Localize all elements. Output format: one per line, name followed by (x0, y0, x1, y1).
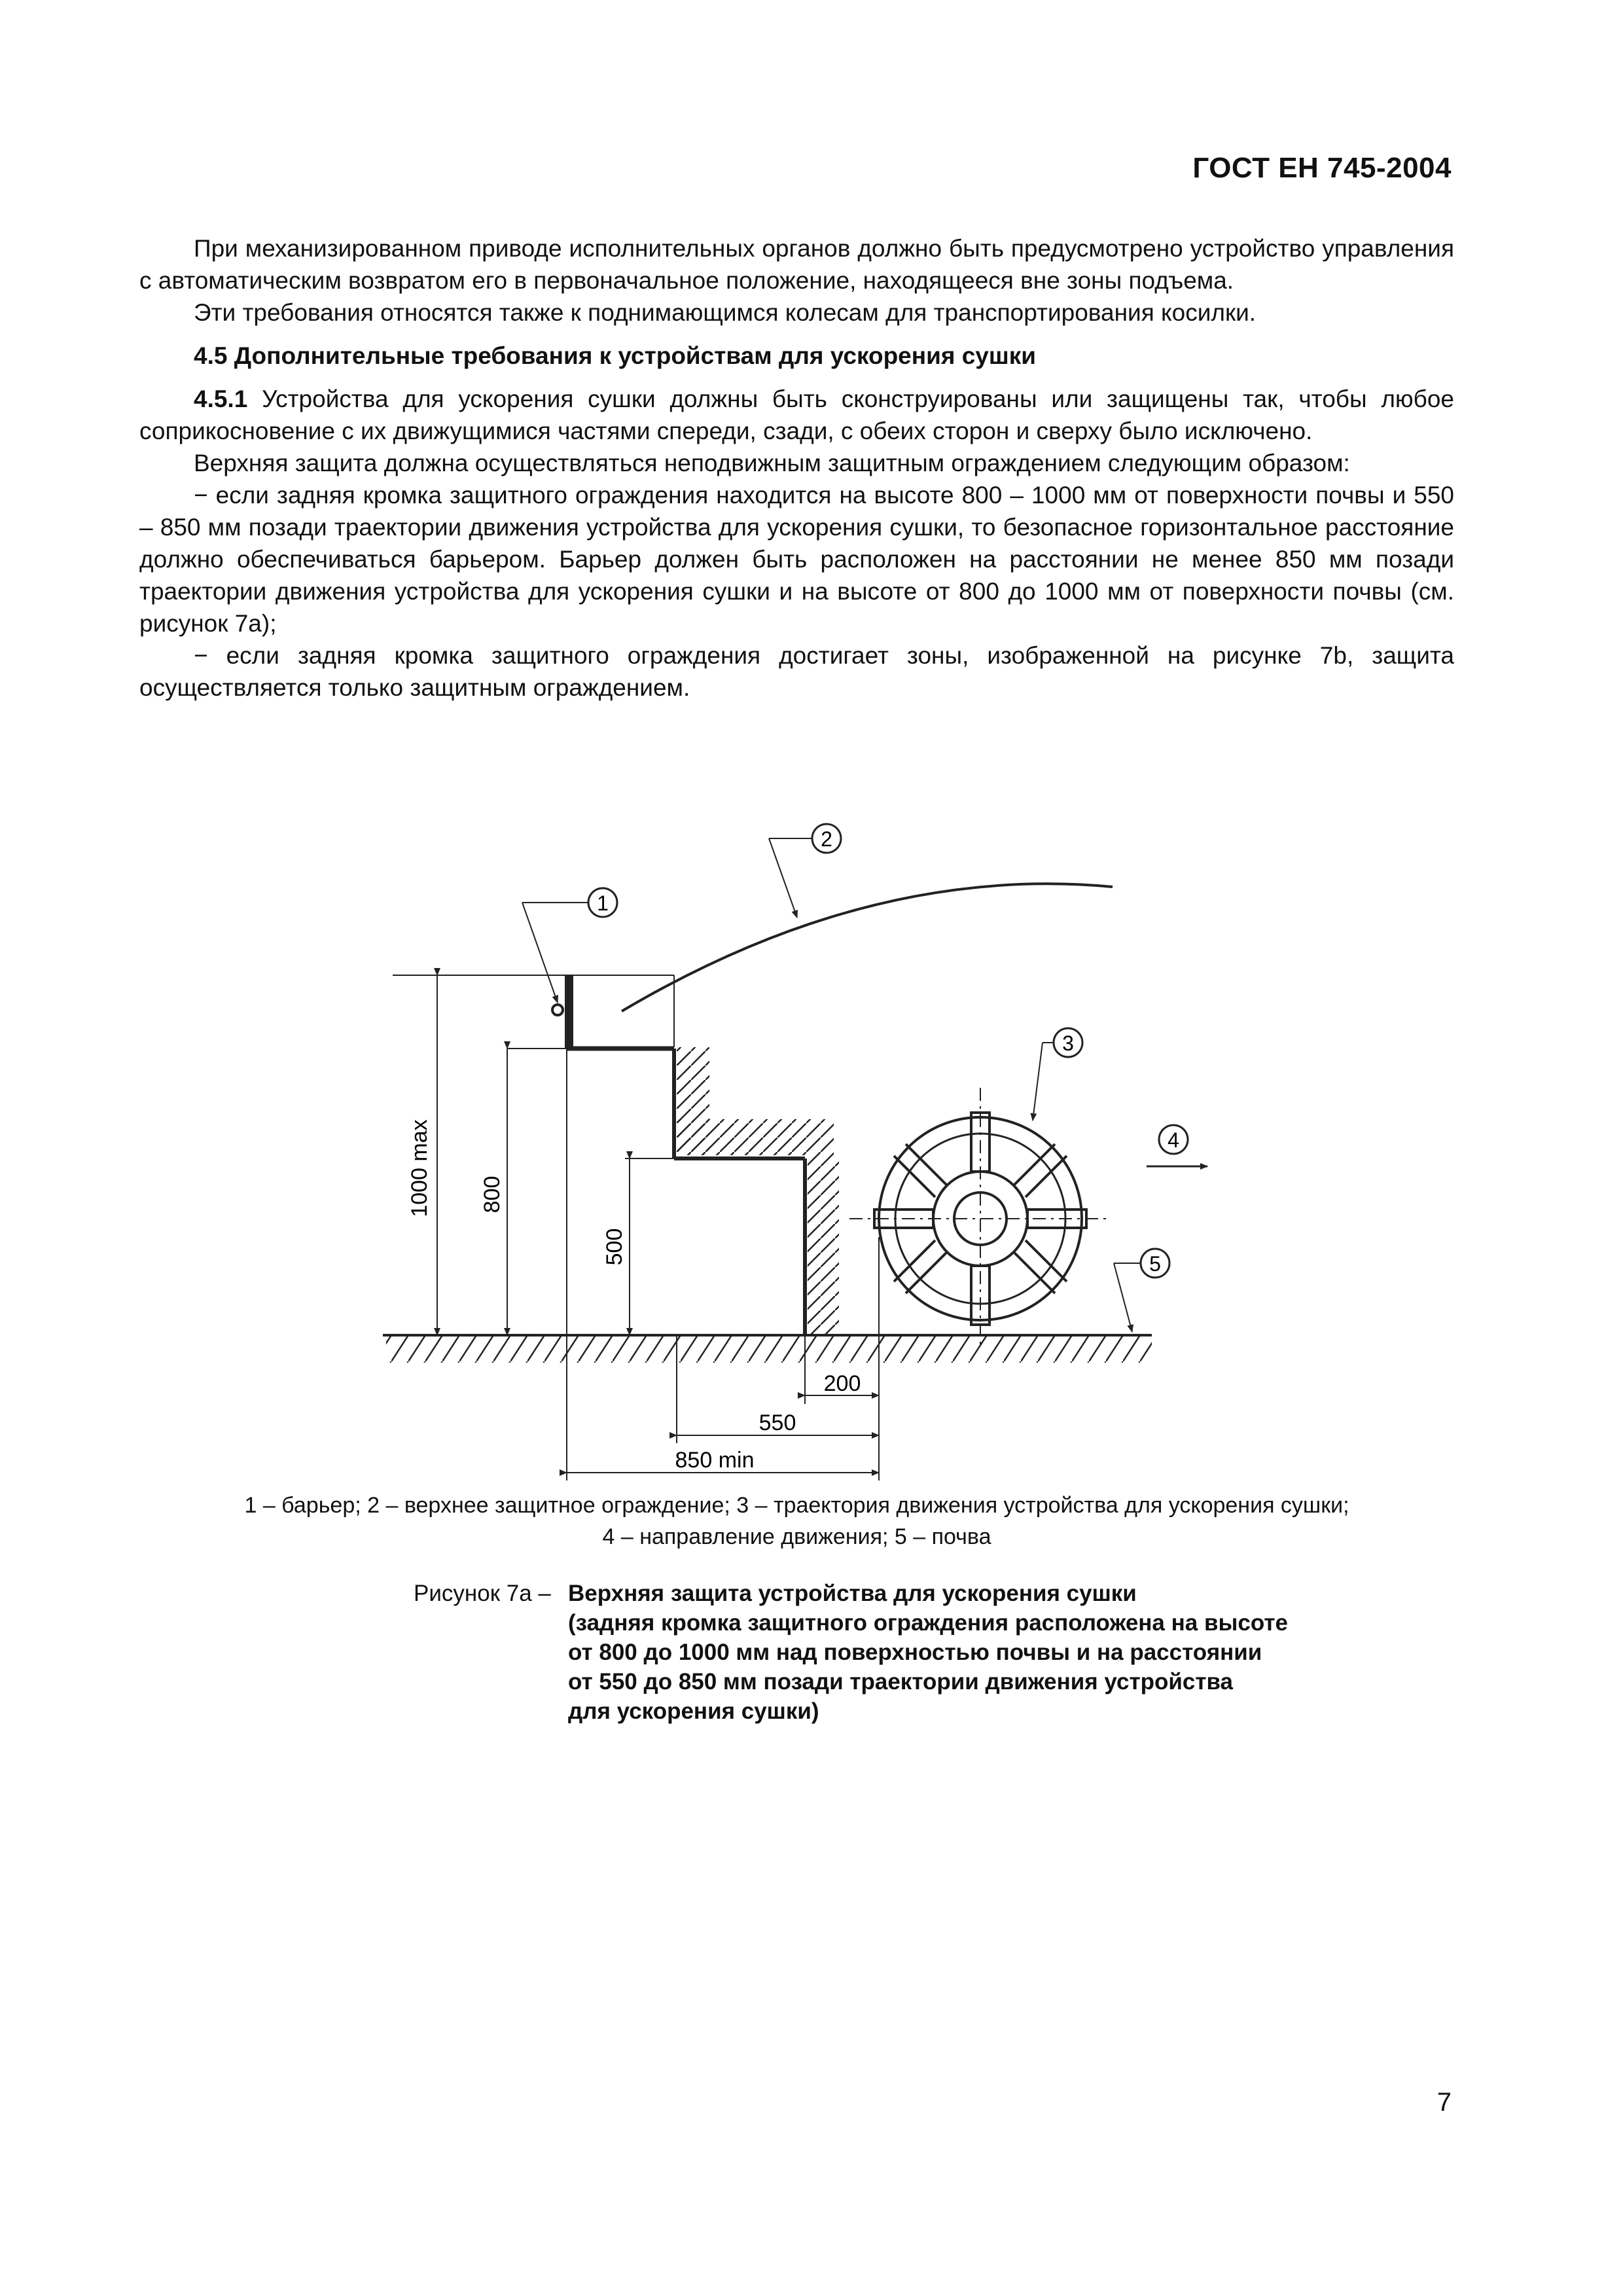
paragraph-drive-control: При механизированном приводе исполнительных органов должно быть предусмотрено устройство управления с автоматическим возвратом его в первоначальное положение, находящееся вне зоны подъема. (139, 235, 1454, 294)
caption-line: от 800 до 1000 мм над поверхностью почвы и на расстоянии (568, 1640, 1262, 1665)
section-heading-4-5: 4.5 Дополнительные требования к устройствам для ускорения сушки (194, 342, 1036, 369)
soil-ground (383, 1335, 1152, 1363)
caption-label: Рисунок 7а – (414, 1581, 551, 1606)
caption-line: от 550 до 850 мм позади траектории движения устройства (568, 1669, 1233, 1695)
svg-text:4: 4 (1168, 1128, 1179, 1152)
clause-number: 4.5.1 (194, 386, 248, 412)
svg-text:2: 2 (821, 827, 832, 851)
svg-text:3: 3 (1062, 1031, 1074, 1055)
callout-5 (1114, 1249, 1169, 1332)
bullet-item-guard-only: − если задняя кромка защитного ограждения достигает зоны, изображенной на рисунке 7b, защита осуществляется только защитным ограждением. (139, 642, 1454, 701)
upper-guard-curve (622, 884, 1113, 1011)
callout-2 (769, 824, 841, 918)
callout-4 (1159, 1125, 1188, 1154)
page-number: 7 (1436, 2088, 1452, 2117)
figure-7a-drawing (0, 785, 1623, 1492)
dim-1000-max: 1000 max (407, 1119, 432, 1217)
document-code: ГОСТ ЕН 745-2004 (1192, 152, 1452, 184)
svg-text:1: 1 (597, 891, 609, 915)
caption-line: для ускорения сушки) (568, 1698, 819, 1724)
guard-structure (567, 1047, 839, 1335)
figure-legend (139, 1490, 1454, 1552)
bullet-item-barrier: − если задняя кромка защитного ограждения находится на высоте 800 – 1000 мм от поверхности почвы и 550 – 850 мм позади траектории движения устройства для ускорения сушки, то безопасное горизонтальное расстояние должно обеспечиваться барьером. Барьер должен быть расположен на расстоянии не менее 850 мм позади траектории движения устройства для ускорения сушки и на высоте от 800 до 1000 мм от поверхности почвы (см. рисунок 7а); (139, 482, 1454, 637)
dim-500: 500 (602, 1228, 627, 1266)
legend-line: 1 – барьер; 2 – верхнее защитное ограждение; 3 – траектория движения устройства для ускорения сушки; (244, 1493, 1349, 1518)
drying-rotor (849, 1088, 1111, 1350)
caption-line: Верхняя защита устройства для ускорения сушки (568, 1581, 1137, 1606)
clause-4-5-1 (139, 383, 1454, 447)
dim-850-min: 850 min (675, 1448, 755, 1473)
dim-550: 550 (758, 1410, 796, 1435)
dim-200: 200 (823, 1371, 861, 1396)
svg-text:5: 5 (1149, 1252, 1161, 1276)
figure-caption (0, 1579, 1623, 1749)
clause-text: Устройства для ускорения сушки должны быть сконструированы или защищены так, чтобы любое соприкосновение с их движущимися частями спереди, сзади, с обеих сторон и сверху было исключено. (139, 386, 1455, 444)
paragraph-upper-protection: Верхняя защита должна осуществляться неподвижным защитным ограждением следующим образом: (194, 450, 1350, 476)
caption-line: (задняя кромка защитного ограждения расположена на высоте (568, 1610, 1288, 1636)
callout-3 (1033, 1028, 1082, 1121)
body-text (139, 232, 1454, 704)
barrier (552, 975, 573, 1049)
dim-800: 800 (480, 1175, 505, 1213)
caption-title (568, 1579, 1419, 1726)
legend-line: 4 – направление движения; 5 – почва (602, 1524, 991, 1549)
paragraph-wheels: Эти требования относятся также к поднимающимся колесам для транспортирования косилки. (194, 299, 1257, 326)
